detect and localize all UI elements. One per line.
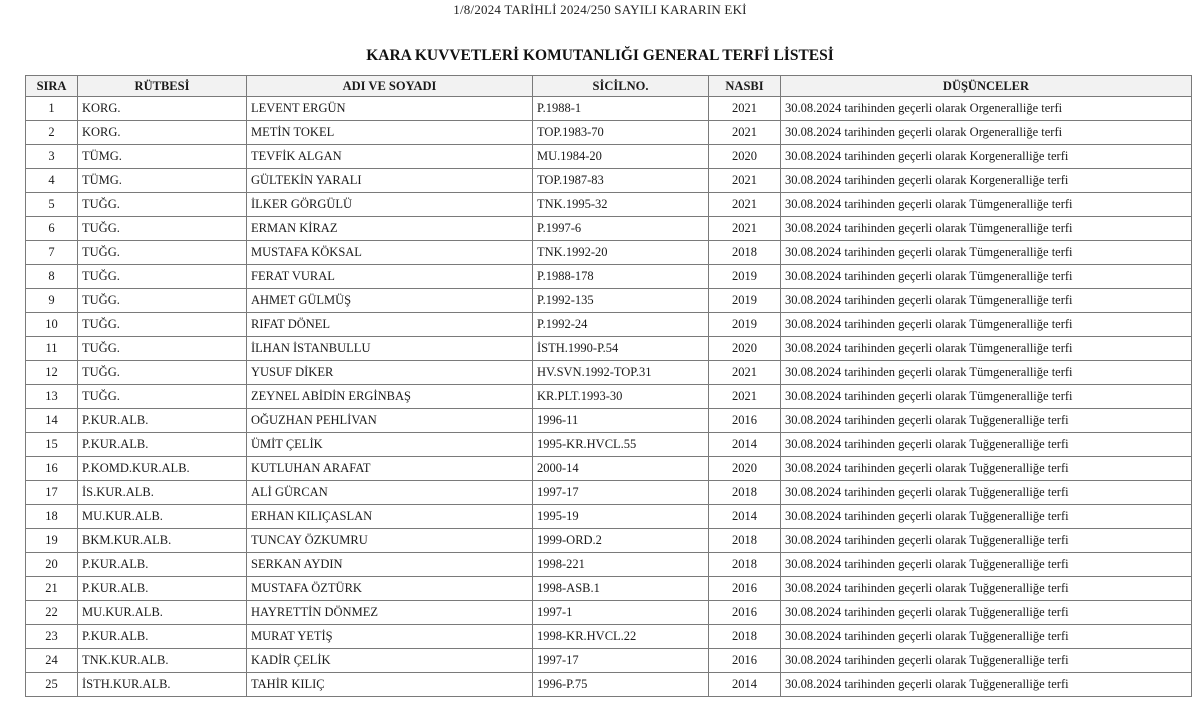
cell-ad-soyad: GÜLTEKİN YARALI: [247, 169, 533, 193]
cell-sicil-no: 1997-17: [533, 649, 709, 673]
cell-ad-soyad: AHMET GÜLMÜŞ: [247, 289, 533, 313]
cell-sira: 18: [26, 505, 78, 529]
table-row: [26, 121, 1192, 145]
cell-sira: 21: [26, 577, 78, 601]
cell-sicil-no: P.1992-24: [533, 313, 709, 337]
cell-rutbe: TÜMG.: [78, 145, 247, 169]
table-row: [26, 361, 1192, 385]
cell-sicil-no: 1998-221: [533, 553, 709, 577]
table-row: [26, 385, 1192, 409]
cell-rutbe: TUĞG.: [78, 361, 247, 385]
cell-sicil-no: 1995-19: [533, 505, 709, 529]
cell-ad-soyad: RIFAT DÖNEL: [247, 313, 533, 337]
cell-dusunceler: 30.08.2024 tarihinden geçerli olarak Tuğgeneralliğe terfi: [781, 601, 1192, 625]
cell-sicil-no: 2000-14: [533, 457, 709, 481]
cell-sira: 17: [26, 481, 78, 505]
table-row: [26, 505, 1192, 529]
cell-rutbe: TUĞG.: [78, 193, 247, 217]
cell-dusunceler: 30.08.2024 tarihinden geçerli olarak Tümgeneralliğe terfi: [781, 289, 1192, 313]
table-row: [26, 481, 1192, 505]
cell-nasbi: 2021: [709, 97, 781, 121]
cell-sira: 13: [26, 385, 78, 409]
cell-nasbi: 2021: [709, 217, 781, 241]
cell-dusunceler: 30.08.2024 tarihinden geçerli olarak Tuğgeneralliğe terfi: [781, 649, 1192, 673]
cell-sicil-no: 1999-ORD.2: [533, 529, 709, 553]
cell-dusunceler: 30.08.2024 tarihinden geçerli olarak Tuğgeneralliğe terfi: [781, 481, 1192, 505]
cell-sicil-no: TNK.1992-20: [533, 241, 709, 265]
cell-sira: 5: [26, 193, 78, 217]
cell-nasbi: 2018: [709, 553, 781, 577]
table-row: [26, 265, 1192, 289]
cell-rutbe: TUĞG.: [78, 241, 247, 265]
table-row: [26, 673, 1192, 697]
cell-sicil-no: P.1988-1: [533, 97, 709, 121]
cell-rutbe: TUĞG.: [78, 217, 247, 241]
cell-sicil-no: 1996-11: [533, 409, 709, 433]
table-row: [26, 217, 1192, 241]
cell-ad-soyad: TAHİR KILIÇ: [247, 673, 533, 697]
cell-sicil-no: 1997-1: [533, 601, 709, 625]
cell-rutbe: KORG.: [78, 97, 247, 121]
cell-dusunceler: 30.08.2024 tarihinden geçerli olarak Tümgeneralliğe terfi: [781, 337, 1192, 361]
cell-rutbe: TÜMG.: [78, 169, 247, 193]
cell-sira: 7: [26, 241, 78, 265]
cell-dusunceler: 30.08.2024 tarihinden geçerli olarak Tuğgeneralliğe terfi: [781, 673, 1192, 697]
cell-sicil-no: P.1997-6: [533, 217, 709, 241]
cell-rutbe: MU.KUR.ALB.: [78, 601, 247, 625]
cell-nasbi: 2021: [709, 193, 781, 217]
cell-rutbe: KORG.: [78, 121, 247, 145]
cell-sira: 16: [26, 457, 78, 481]
cell-ad-soyad: ZEYNEL ABİDİN ERGİNBAŞ: [247, 385, 533, 409]
cell-dusunceler: 30.08.2024 tarihinden geçerli olarak Tuğgeneralliğe terfi: [781, 553, 1192, 577]
cell-rutbe: TUĞG.: [78, 385, 247, 409]
cell-ad-soyad: KUTLUHAN ARAFAT: [247, 457, 533, 481]
column-header-dusunceler: DÜŞÜNCELER: [781, 76, 1192, 97]
cell-rutbe: TNK.KUR.ALB.: [78, 649, 247, 673]
cell-nasbi: 2016: [709, 577, 781, 601]
cell-ad-soyad: HAYRETTİN DÖNMEZ: [247, 601, 533, 625]
cell-ad-soyad: İLHAN İSTANBULLU: [247, 337, 533, 361]
cell-nasbi: 2021: [709, 361, 781, 385]
cell-dusunceler: 30.08.2024 tarihinden geçerli olarak Orgeneralliğe terfi: [781, 121, 1192, 145]
promotion-list-table: [25, 75, 1192, 697]
cell-sicil-no: KR.PLT.1993-30: [533, 385, 709, 409]
column-header-sicil-no: SİCİLNO.: [533, 76, 709, 97]
table-header-row: [26, 76, 1192, 97]
cell-sira: 19: [26, 529, 78, 553]
cell-rutbe: P.KUR.ALB.: [78, 409, 247, 433]
cell-rutbe: P.KUR.ALB.: [78, 433, 247, 457]
cell-ad-soyad: ERHAN KILIÇASLAN: [247, 505, 533, 529]
table-row: [26, 601, 1192, 625]
cell-sicil-no: 1997-17: [533, 481, 709, 505]
table-row: [26, 145, 1192, 169]
cell-sira: 14: [26, 409, 78, 433]
cell-rutbe: BKM.KUR.ALB.: [78, 529, 247, 553]
table-row: [26, 577, 1192, 601]
table-row: [26, 553, 1192, 577]
cell-rutbe: TUĞG.: [78, 337, 247, 361]
cell-dusunceler: 30.08.2024 tarihinden geçerli olarak Tümgeneralliğe terfi: [781, 385, 1192, 409]
cell-sicil-no: 1998-KR.HVCL.22: [533, 625, 709, 649]
cell-sira: 9: [26, 289, 78, 313]
cell-rutbe: P.KUR.ALB.: [78, 625, 247, 649]
document-title: KARA KUVVETLERİ KOMUTANLIĞI GENERAL TERFİ LİSTESİ: [366, 47, 834, 64]
cell-nasbi: 2016: [709, 409, 781, 433]
cell-nasbi: 2018: [709, 241, 781, 265]
table-row: [26, 457, 1192, 481]
cell-ad-soyad: OĞUZHAN PEHLİVAN: [247, 409, 533, 433]
cell-dusunceler: 30.08.2024 tarihinden geçerli olarak Tuğgeneralliğe terfi: [781, 529, 1192, 553]
cell-nasbi: 2014: [709, 433, 781, 457]
cell-rutbe: TUĞG.: [78, 313, 247, 337]
cell-dusunceler: 30.08.2024 tarihinden geçerli olarak Orgeneralliğe terfi: [781, 97, 1192, 121]
cell-ad-soyad: MUSTAFA ÖZTÜRK: [247, 577, 533, 601]
cell-ad-soyad: SERKAN AYDIN: [247, 553, 533, 577]
cell-sira: 12: [26, 361, 78, 385]
cell-nasbi: 2019: [709, 289, 781, 313]
cell-sira: 3: [26, 145, 78, 169]
cell-rutbe: İSTH.KUR.ALB.: [78, 673, 247, 697]
cell-ad-soyad: METİN TOKEL: [247, 121, 533, 145]
table-row: [26, 409, 1192, 433]
cell-nasbi: 2016: [709, 601, 781, 625]
cell-sicil-no: TOP.1983-70: [533, 121, 709, 145]
cell-nasbi: 2021: [709, 169, 781, 193]
cell-ad-soyad: İLKER GÖRGÜLÜ: [247, 193, 533, 217]
cell-ad-soyad: ERMAN KİRAZ: [247, 217, 533, 241]
table-row: [26, 97, 1192, 121]
table-row: [26, 625, 1192, 649]
cell-dusunceler: 30.08.2024 tarihinden geçerli olarak Tümgeneralliğe terfi: [781, 265, 1192, 289]
cell-sicil-no: TOP.1987-83: [533, 169, 709, 193]
cell-sira: 1: [26, 97, 78, 121]
cell-sicil-no: P.1988-178: [533, 265, 709, 289]
cell-nasbi: 2014: [709, 505, 781, 529]
cell-nasbi: 2020: [709, 457, 781, 481]
column-header-rutbe: RÜTBESİ: [78, 76, 247, 97]
cell-sira: 8: [26, 265, 78, 289]
cell-nasbi: 2018: [709, 481, 781, 505]
table-row: [26, 433, 1192, 457]
cell-dusunceler: 30.08.2024 tarihinden geçerli olarak Tümgeneralliğe terfi: [781, 241, 1192, 265]
cell-nasbi: 2020: [709, 337, 781, 361]
cell-rutbe: TUĞG.: [78, 289, 247, 313]
cell-dusunceler: 30.08.2024 tarihinden geçerli olarak Tümgeneralliğe terfi: [781, 313, 1192, 337]
cell-sicil-no: 1998-ASB.1: [533, 577, 709, 601]
cell-sicil-no: TNK.1995-32: [533, 193, 709, 217]
cell-nasbi: 2019: [709, 265, 781, 289]
cell-sira: 25: [26, 673, 78, 697]
cell-sira: 4: [26, 169, 78, 193]
column-header-ad-soyad: ADI VE SOYADI: [247, 76, 533, 97]
cell-dusunceler: 30.08.2024 tarihinden geçerli olarak Tümgeneralliğe terfi: [781, 217, 1192, 241]
table-row: [26, 193, 1192, 217]
cell-dusunceler: 30.08.2024 tarihinden geçerli olarak Tümgeneralliğe terfi: [781, 193, 1192, 217]
table-row: [26, 313, 1192, 337]
cell-nasbi: 2021: [709, 121, 781, 145]
cell-sira: 10: [26, 313, 78, 337]
cell-dusunceler: 30.08.2024 tarihinden geçerli olarak Korgeneralliğe terfi: [781, 145, 1192, 169]
cell-dusunceler: 30.08.2024 tarihinden geçerli olarak Tuğgeneralliğe terfi: [781, 457, 1192, 481]
cell-nasbi: 2021: [709, 385, 781, 409]
table-row: [26, 241, 1192, 265]
cell-ad-soyad: MUSTAFA KÖKSAL: [247, 241, 533, 265]
cell-sira: 22: [26, 601, 78, 625]
cell-nasbi: 2019: [709, 313, 781, 337]
cell-sira: 23: [26, 625, 78, 649]
cell-sicil-no: 1995-KR.HVCL.55: [533, 433, 709, 457]
column-header-nasbi: NASBI: [709, 76, 781, 97]
cell-sira: 20: [26, 553, 78, 577]
cell-sira: 15: [26, 433, 78, 457]
cell-dusunceler: 30.08.2024 tarihinden geçerli olarak Tuğgeneralliğe terfi: [781, 577, 1192, 601]
cell-rutbe: P.KUR.ALB.: [78, 577, 247, 601]
cell-sicil-no: P.1992-135: [533, 289, 709, 313]
cell-rutbe: TUĞG.: [78, 265, 247, 289]
cell-sira: 6: [26, 217, 78, 241]
table-row: [26, 289, 1192, 313]
cell-rutbe: P.KUR.ALB.: [78, 553, 247, 577]
cell-dusunceler: 30.08.2024 tarihinden geçerli olarak Tuğgeneralliğe terfi: [781, 625, 1192, 649]
table-row: [26, 169, 1192, 193]
cell-nasbi: 2014: [709, 673, 781, 697]
cell-rutbe: P.KOMD.KUR.ALB.: [78, 457, 247, 481]
cell-ad-soyad: KADİR ÇELİK: [247, 649, 533, 673]
document-caption: 1/8/2024 TARİHLİ 2024/250 SAYILI KARARIN EKİ: [453, 2, 747, 17]
cell-ad-soyad: LEVENT ERGÜN: [247, 97, 533, 121]
cell-nasbi: 2020: [709, 145, 781, 169]
cell-rutbe: MU.KUR.ALB.: [78, 505, 247, 529]
cell-sicil-no: MU.1984-20: [533, 145, 709, 169]
cell-dusunceler: 30.08.2024 tarihinden geçerli olarak Tuğgeneralliğe terfi: [781, 433, 1192, 457]
cell-ad-soyad: TEVFİK ALGAN: [247, 145, 533, 169]
table-row: [26, 649, 1192, 673]
cell-dusunceler: 30.08.2024 tarihinden geçerli olarak Korgeneralliğe terfi: [781, 169, 1192, 193]
cell-sicil-no: İSTH.1990-P.54: [533, 337, 709, 361]
table-row: [26, 529, 1192, 553]
cell-sira: 24: [26, 649, 78, 673]
cell-rutbe: İS.KUR.ALB.: [78, 481, 247, 505]
cell-sira: 11: [26, 337, 78, 361]
cell-ad-soyad: FERAT VURAL: [247, 265, 533, 289]
cell-sicil-no: HV.SVN.1992-TOP.31: [533, 361, 709, 385]
table-row: [26, 337, 1192, 361]
cell-sicil-no: 1996-P.75: [533, 673, 709, 697]
cell-dusunceler: 30.08.2024 tarihinden geçerli olarak Tuğgeneralliğe terfi: [781, 409, 1192, 433]
column-header-sira: SIRA: [26, 76, 78, 97]
cell-ad-soyad: YUSUF DİKER: [247, 361, 533, 385]
cell-dusunceler: 30.08.2024 tarihinden geçerli olarak Tuğgeneralliğe terfi: [781, 505, 1192, 529]
cell-dusunceler: 30.08.2024 tarihinden geçerli olarak Tümgeneralliğe terfi: [781, 361, 1192, 385]
cell-ad-soyad: TUNCAY ÖZKUMRU: [247, 529, 533, 553]
cell-sira: 2: [26, 121, 78, 145]
cell-nasbi: 2018: [709, 625, 781, 649]
cell-ad-soyad: ÜMİT ÇELİK: [247, 433, 533, 457]
cell-nasbi: 2018: [709, 529, 781, 553]
cell-ad-soyad: MURAT YETİŞ: [247, 625, 533, 649]
cell-ad-soyad: ALİ GÜRCAN: [247, 481, 533, 505]
cell-nasbi: 2016: [709, 649, 781, 673]
